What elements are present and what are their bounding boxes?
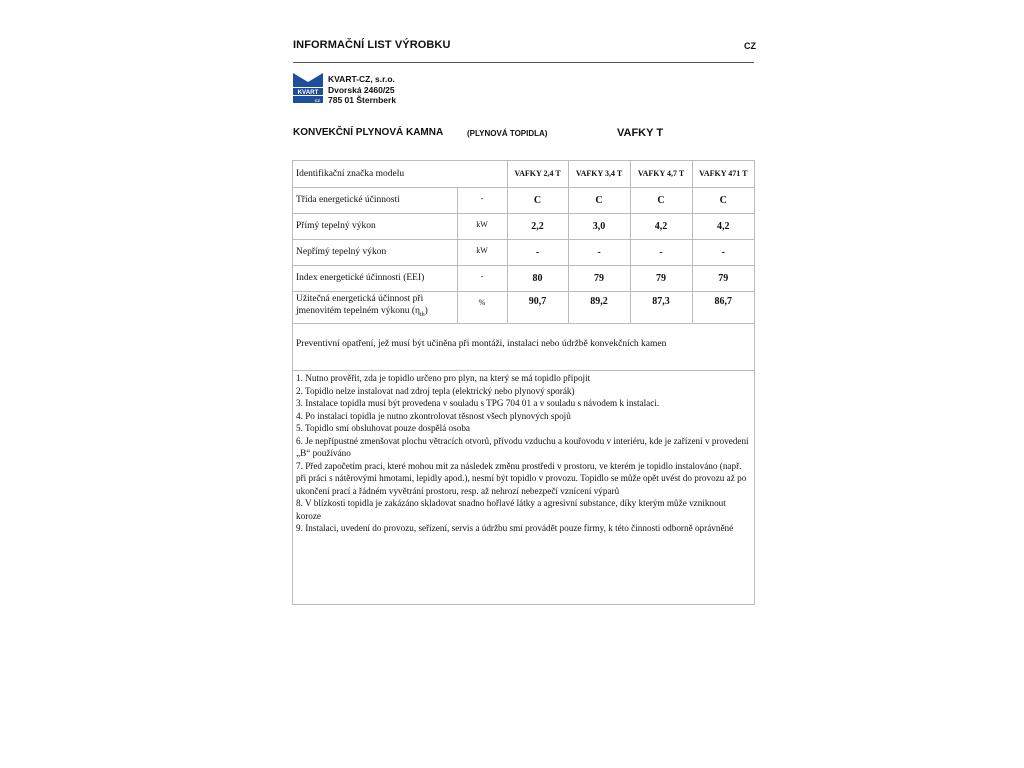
- cell-value: C: [630, 187, 692, 213]
- model-header: VAFKY 4,7 T: [630, 161, 692, 187]
- model-header: VAFKY 3,4 T: [568, 161, 630, 187]
- cell-value: -: [692, 239, 754, 265]
- row-unit: kW: [457, 213, 507, 239]
- logo-subtext: CZ: [314, 98, 320, 103]
- company-name: KVART-CZ, s.r.o.: [328, 74, 395, 84]
- row-label-line2: jmenovitém tepelném výkonu (η: [296, 306, 420, 317]
- cell-value: 79: [568, 265, 630, 291]
- table-row: [293, 239, 754, 265]
- model-header: VAFKY 471 T: [692, 161, 754, 187]
- row-label: Přímý tepelný výkon: [293, 213, 457, 239]
- cell-value: 2,2: [507, 213, 568, 239]
- product-model: VAFKY T: [617, 127, 664, 139]
- preventive-measures-heading-row: [293, 323, 754, 371]
- table-row: [293, 291, 754, 323]
- cell-value: -: [630, 239, 692, 265]
- cell-value: 4,2: [692, 213, 754, 239]
- model-header: VAFKY 2,4 T: [507, 161, 568, 187]
- product-info-table: [292, 160, 755, 605]
- language-code: CZ: [744, 41, 756, 51]
- list-item: 7. Před započetím prací, které mohou mít za následek změnu prostředí v prostoru, ve kterém je topidlo instalováno (např. při práci s nátěrovými hmotami, lepidly apod.), nesmí být topidlo v provozu. Topidlo se může opět uvést do provozu až po ukončení prací a řádném vyvětrání prostoru, resp. až nehrozí nebezpečí vznícení výparů: [296, 460, 747, 496]
- logo-text: KVART: [297, 89, 319, 96]
- list-item: 9. Instalaci, uvedení do provozu, seřízení, servis a údržbu smí provádět pouze firmy, k této činnosti odborně oprávněné: [296, 523, 734, 533]
- row-label: Třída energetické účinnosti: [293, 187, 457, 213]
- company-address: [328, 74, 396, 106]
- product-subtitle: (PLYNOVÁ TOPIDLA): [467, 129, 548, 138]
- row-label-subscript: th: [419, 311, 425, 318]
- cell-value: 4,2: [630, 213, 692, 239]
- row-label: Nepřímý tepelný výkon: [293, 239, 457, 265]
- list-item: 4. Po instalaci topidla je nutno zkontrolovat těsnost všech plynových spojů: [296, 410, 571, 421]
- parameters-table: [293, 161, 754, 324]
- product-title: KONVEKČNÍ PLYNOVÁ KAMNA: [293, 127, 444, 138]
- row-unit: -: [457, 187, 507, 213]
- list-item: 6. Je nepřípustné zmenšovat plochu větracích otvorů, přívodu vzduchu a kouřovodu v interiéru, kde je zařízení v provedení „B“ používáno: [296, 435, 749, 458]
- list-item: 3. Instalace topidla musí být provedena v souladu s TPG 704 01 a v souladu s návodem k instalaci.: [296, 398, 660, 408]
- row-label: Index energetické účinnosti (EEI): [293, 265, 457, 291]
- row-label: [293, 291, 457, 323]
- cell-value: -: [507, 239, 568, 265]
- header-divider: [293, 62, 754, 63]
- cell-value: C: [507, 187, 568, 213]
- list-item: 2. Topidlo nelze instalovat nad zdroj tepla (elektrický nebo plynový sporák): [296, 385, 575, 396]
- cell-value: 80: [507, 265, 568, 291]
- row-unit: -: [457, 265, 507, 291]
- row-unit: kW: [457, 239, 507, 265]
- cell-value: 89,2: [568, 291, 630, 323]
- preventive-measures-heading: Preventivní opatření, jež musí být učiněna při montáži, instalaci nebo údržbě konvekčních kamen: [296, 339, 667, 349]
- list-item: 1. Nutno prověřit, zda je topidlo určeno pro plyn, na který se má topidlo připojit: [296, 373, 591, 383]
- cell-value: 86,7: [692, 291, 754, 323]
- table-row: [293, 213, 754, 239]
- list-item: 8. V blízkosti topidla je zakázáno skladovat snadno hořlavé látky a agresivní substance, díky kterým může vzniknout koroze: [296, 498, 726, 521]
- company-city: 785 01 Šternberk: [328, 95, 397, 105]
- list-item: 5. Topidlo smí obsluhovat pouze dospělá osoba: [296, 423, 470, 433]
- cell-value: 87,3: [630, 291, 692, 323]
- document-title: INFORMAČNÍ LIST VÝROBKU: [293, 39, 451, 51]
- row-label-end: ): [424, 306, 428, 317]
- row-unit: %: [457, 291, 507, 323]
- cell-value: C: [692, 187, 754, 213]
- cell-value: 79: [692, 265, 754, 291]
- table-header-row: [293, 161, 754, 187]
- company-street: Dvorská 2460/25: [328, 84, 395, 95]
- model-id-label: Identifikační značka modelu: [293, 161, 507, 187]
- cell-value: 3,0: [568, 213, 630, 239]
- cell-value: 90,7: [507, 291, 568, 323]
- table-row: [293, 265, 754, 291]
- kvart-logo: [293, 73, 323, 103]
- preventive-measures-list: [296, 372, 751, 535]
- cell-value: 79: [630, 265, 692, 291]
- table-row: [293, 187, 754, 213]
- cell-value: -: [568, 239, 630, 265]
- row-label-line1: Užitečná energetická účinnost při: [296, 294, 424, 305]
- cell-value: C: [568, 187, 630, 213]
